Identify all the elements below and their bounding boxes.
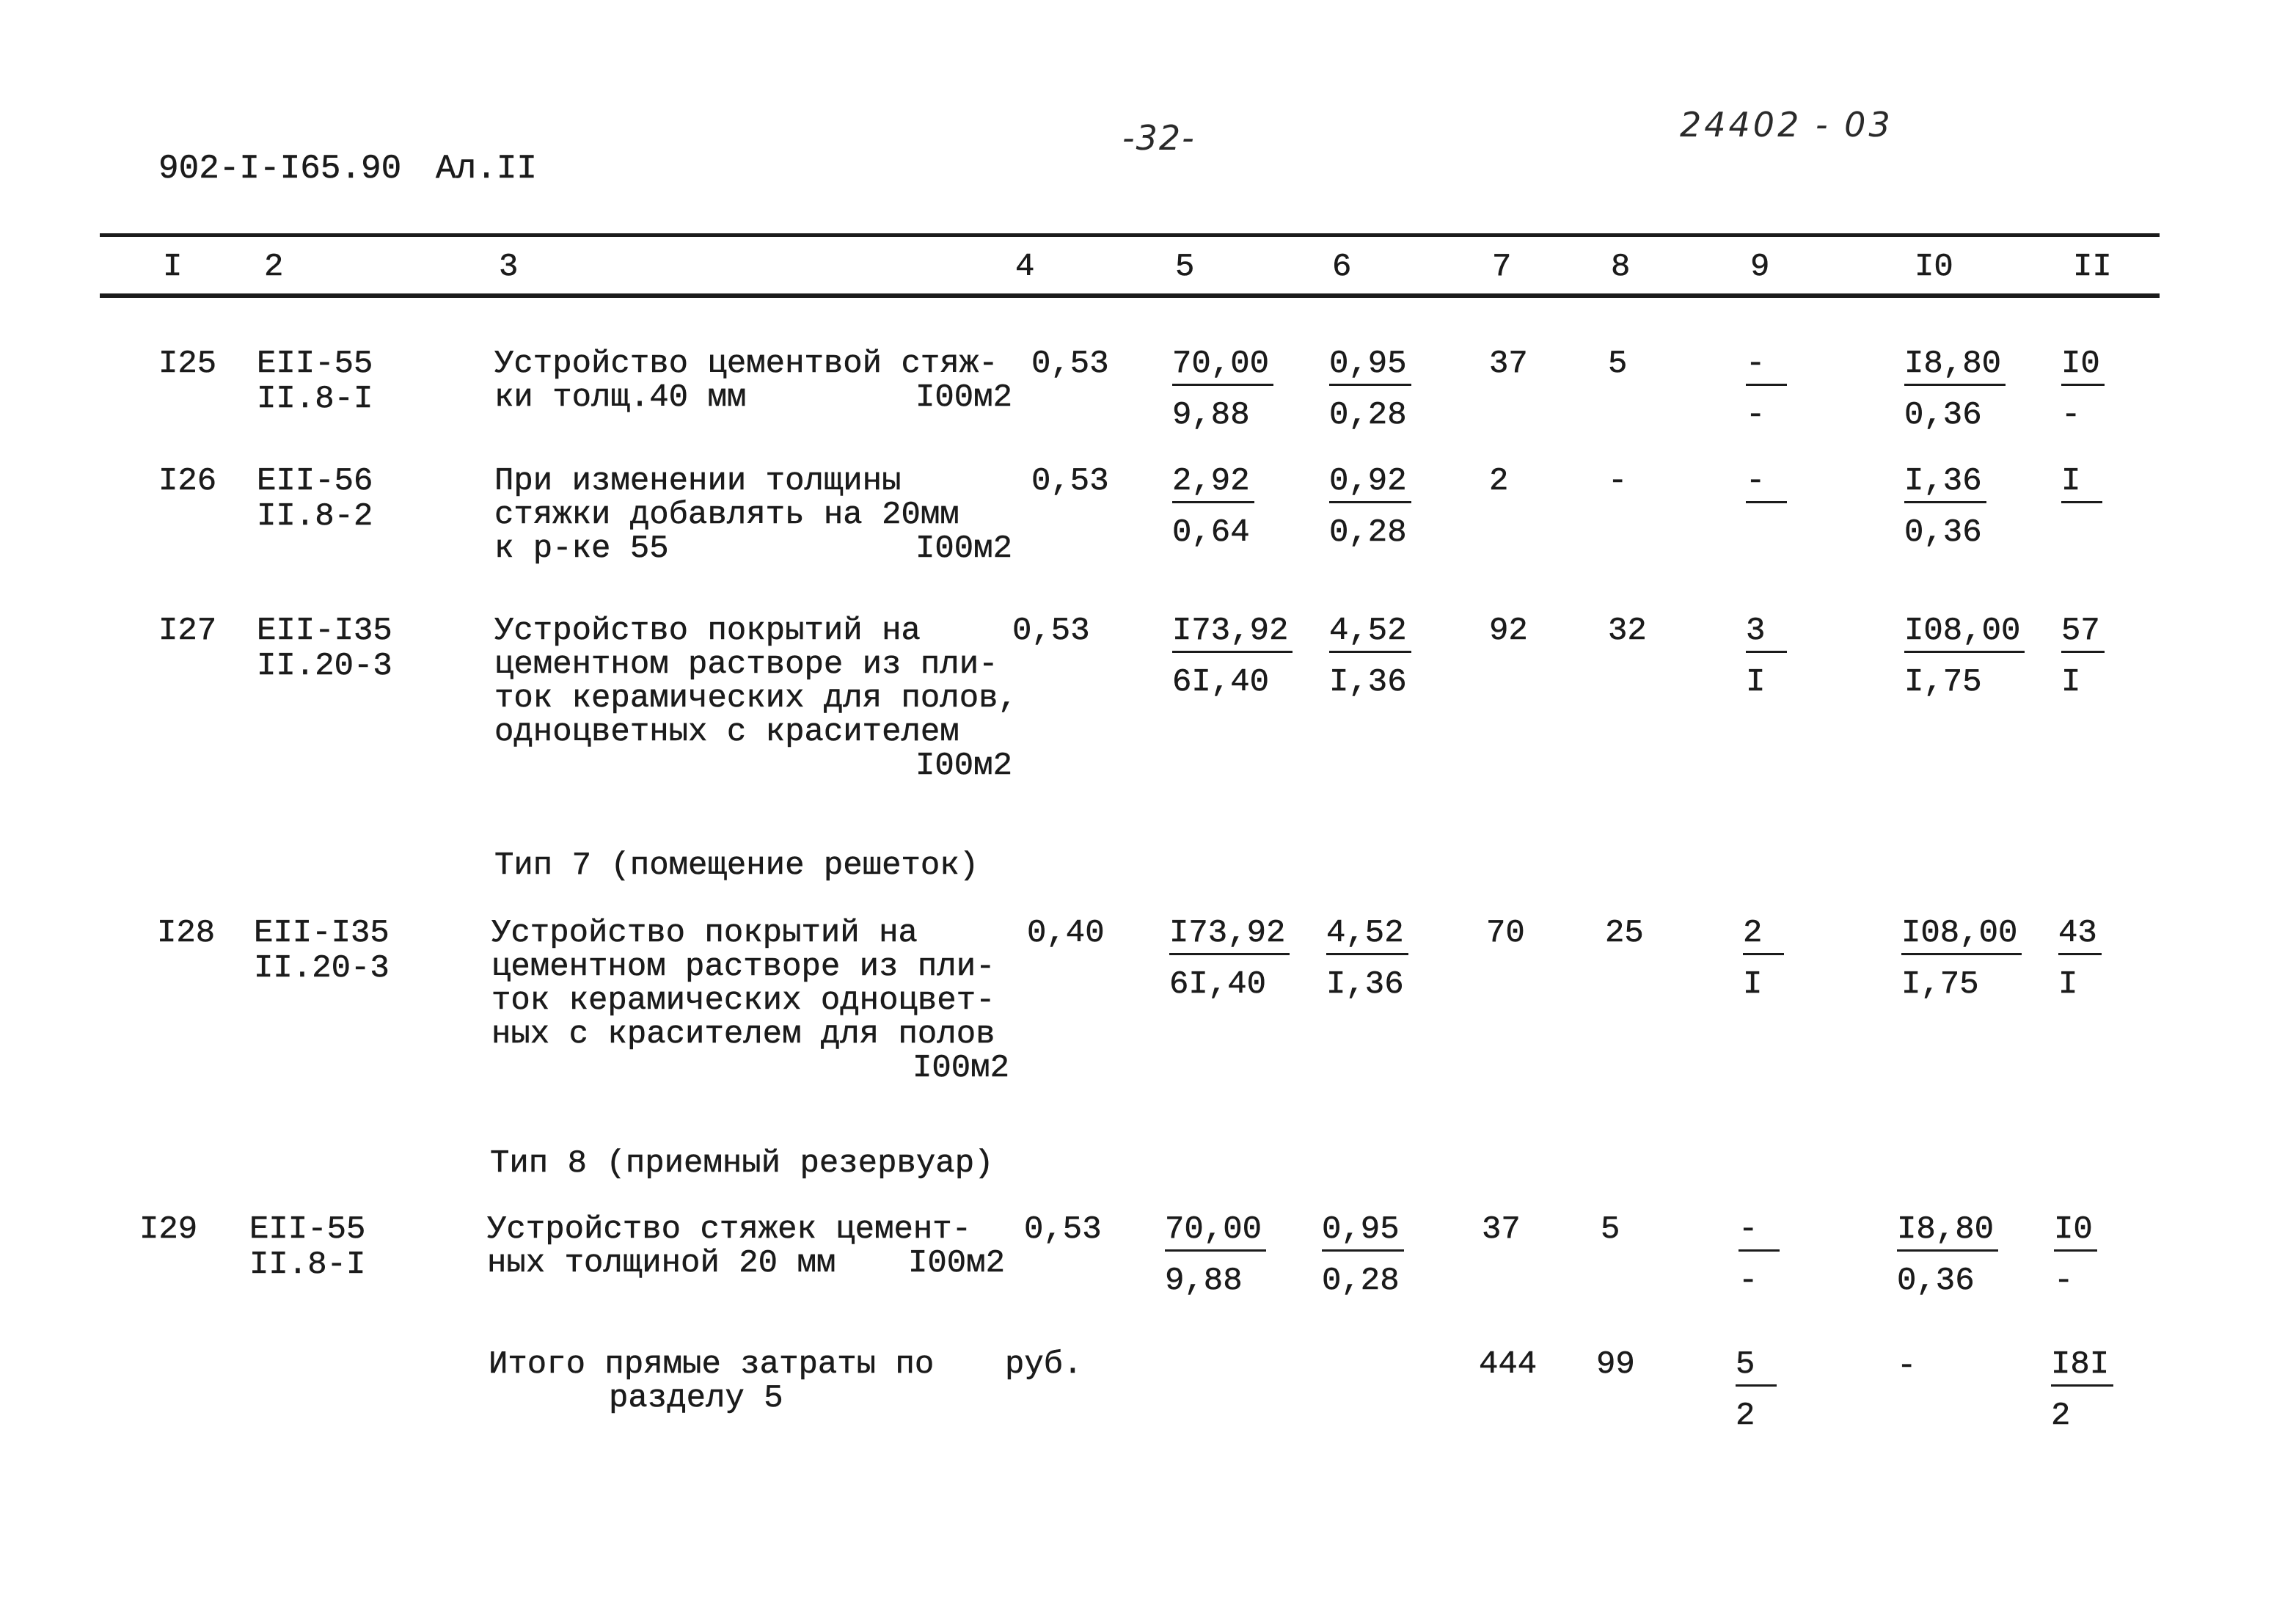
col6-value-bottom: 0,28 [1329,397,1407,434]
norm-code: EII-I35 [254,915,390,952]
col10-value-top: I,36 [1904,464,1986,503]
column-header-8: 8 [1611,249,1631,285]
work-description: При изменении толщины [494,463,902,500]
total-unit: руб. [1005,1346,1083,1383]
col10-value-bottom: 0,36 [1904,514,1982,551]
work-description: Устройство стяжек цемент- [487,1211,972,1248]
col7-value: 37 [1489,346,1528,382]
col7-value: 92 [1489,613,1528,649]
work-description: ки толщ.40 мм [494,379,747,416]
work-description: Устройство покрытий на [491,915,918,952]
col7-value: 37 [1482,1211,1521,1248]
col5-value-bottom: 0,64 [1172,514,1250,551]
work-description: Устройство цементвой стяж- [494,346,998,382]
col6-value-top: 4,52 [1326,916,1408,955]
column-header-9: 9 [1750,249,1770,285]
col6-value-bottom: 0,28 [1322,1263,1400,1299]
row-number: I27 [158,613,217,649]
work-description: к р-ке 55 [494,530,669,567]
col8-value: 5 [1601,1211,1620,1248]
col10-value-bottom: I,75 [1901,966,1979,1003]
archive-number: 24402 - 03 [1680,105,1893,145]
unit-of-measure: I00м2 [907,1245,1005,1282]
column-header-7: 7 [1492,249,1512,285]
norm-code: EII-I35 [257,613,392,649]
norm-code: II.8-2 [257,498,373,535]
col5-value-bottom: 9,88 [1172,397,1250,434]
col5-value-top: I73,92 [1169,916,1290,955]
col6-value-top: 0,95 [1322,1213,1404,1252]
total-col9-bottom: 2 [1736,1398,1755,1434]
work-description: ных толщиной 20 мм [487,1245,836,1282]
col10-value-top: I8,80 [1904,347,2006,386]
col11-value-top: I [2061,464,2102,503]
total-col10: - [1897,1348,1917,1384]
column-header-6: 6 [1332,249,1352,285]
col8-value: - [1608,463,1628,500]
norm-code: II.20-3 [254,950,390,987]
work-description: стяжки добавлять на 20мм [494,497,959,533]
col9-value-top: - [1746,464,1787,503]
table-header-rule [100,293,2160,298]
norm-code: II.20-3 [257,648,392,684]
work-description: ных с красителем для полов [491,1016,995,1053]
col9-value-bottom: I [1746,664,1766,701]
quantity: 0,40 [1027,915,1105,952]
total-col8: 99 [1596,1346,1635,1383]
col8-value: 25 [1605,915,1644,952]
col11-value-top: 43 [2058,916,2102,955]
total-label: Итого прямые затраты по [489,1346,935,1383]
col8-value: 32 [1608,613,1647,649]
column-header-11: II [2073,249,2112,285]
norm-code: EII-55 [257,346,373,382]
page-number: -32- [1122,118,1196,158]
quantity: 0,53 [1024,1211,1102,1248]
col5-value-top: I73,92 [1172,614,1293,653]
col5-value-bottom: 9,88 [1165,1263,1243,1299]
row-number: I28 [157,915,216,952]
col5-value-bottom: 6I,40 [1169,966,1267,1003]
col9-value-top: 2 [1743,916,1784,955]
section-title: Тип 7 (помещение решеток) [494,847,979,884]
norm-code: II.8-I [257,381,373,417]
column-header-5: 5 [1175,249,1195,285]
column-header-1: I [163,249,183,285]
quantity: 0,53 [1012,613,1090,649]
col11-value-bottom: I [2058,966,2078,1003]
total-col7: 444 [1479,1346,1538,1383]
col6-value-top: 0,95 [1329,347,1411,386]
col9-value-top: - [1739,1213,1780,1252]
total-col9-top: 5 [1736,1348,1777,1387]
table-top-rule [100,233,2160,237]
col11-value-bottom: - [2054,1263,2074,1299]
total-col11-top: I8I [2051,1348,2113,1387]
col6-value-top: 0,92 [1329,464,1411,503]
row-number: I26 [158,463,217,500]
work-description: Устройство покрытий на [494,613,921,649]
col9-value-top: 3 [1746,614,1787,653]
col5-value-top: 2,92 [1172,464,1254,503]
unit-of-measure: I00м2 [915,748,1012,784]
quantity: 0,53 [1031,463,1109,500]
row-number: I29 [139,1211,198,1248]
col11-value-top: 57 [2061,614,2105,653]
norm-code: II.8-I [249,1246,366,1283]
norm-code: EII-56 [257,463,373,500]
work-description: одноцветных с красителем [494,714,959,751]
col7-value: 70 [1486,915,1525,952]
col11-value-top: I0 [2054,1213,2097,1252]
work-description: ток керамических для полов, [494,680,1017,717]
col5-value-bottom: 6I,40 [1172,664,1270,701]
col10-value-top: I08,00 [1901,916,2022,955]
col5-value-top: 70,00 [1165,1213,1266,1252]
col6-value-bottom: 0,28 [1329,514,1407,551]
work-description: цементном растворе из пли- [494,646,998,683]
row-number: I25 [158,346,217,382]
col7-value: 2 [1489,463,1509,500]
total-col11-bottom: 2 [2051,1398,2071,1434]
document-code: 902-I-I65.90 [158,150,402,188]
col10-value-bottom: I,75 [1904,664,1982,701]
work-description: цементном растворе из пли- [491,949,995,985]
col6-value-top: 4,52 [1329,614,1411,653]
col10-value-bottom: 0,36 [1904,397,1982,434]
total-label: разделу 5 [609,1380,783,1417]
column-header-2: 2 [264,249,284,285]
col10-value-top: I08,00 [1904,614,2025,653]
col11-value-top: I0 [2061,347,2105,386]
col6-value-bottom: I,36 [1326,966,1404,1003]
col9-value-bottom: - [1746,397,1766,434]
section-title: Тип 8 (приемный резервуар) [490,1145,994,1182]
col9-value-bottom: I [1743,966,1763,1003]
col11-value-bottom: - [2061,397,2081,434]
column-header-3: 3 [499,249,519,285]
col5-value-top: 70,00 [1172,347,1273,386]
column-header-4: 4 [1015,249,1035,285]
col10-value-bottom: 0,36 [1897,1263,1975,1299]
col10-value-top: I8,80 [1897,1213,1998,1252]
column-header-10: I0 [1915,249,1953,285]
norm-code: EII-55 [249,1211,366,1248]
unit-of-measure: I00м2 [912,1050,1009,1087]
unit-of-measure: I00м2 [915,379,1012,416]
col6-value-bottom: I,36 [1329,664,1407,701]
col9-value-bottom: - [1739,1263,1758,1299]
unit-of-measure: I00м2 [915,530,1012,567]
work-description: ток керамических одноцвет- [491,982,995,1019]
quantity: 0,53 [1031,346,1109,382]
sheet-label: Ал.II [436,150,538,188]
col9-value-top: - [1746,347,1787,386]
col11-value-bottom: I [2061,664,2081,701]
col8-value: 5 [1608,346,1628,382]
